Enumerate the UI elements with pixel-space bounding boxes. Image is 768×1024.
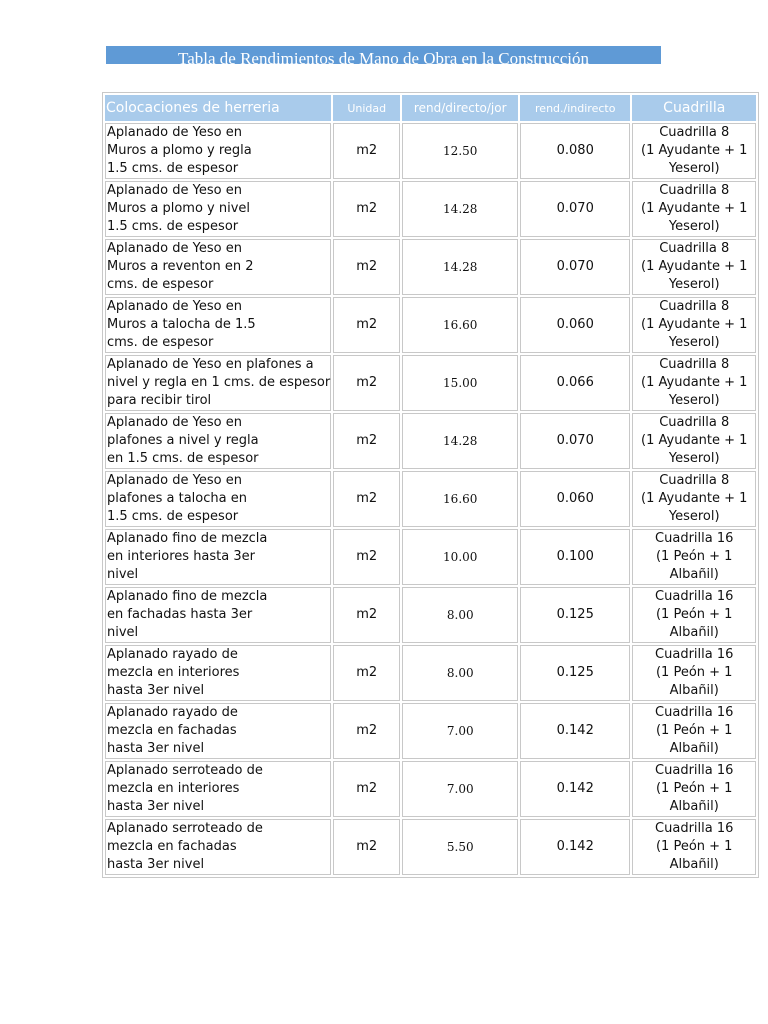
cell-unit: m2 <box>333 123 400 179</box>
cell-indirect-yield: 0.142 <box>520 703 630 759</box>
header-unit: Unidad <box>333 95 400 121</box>
crew-line: Yeserol) <box>668 277 720 292</box>
cell-indirect-yield: 0.125 <box>520 587 630 643</box>
description-line: 1.5 cms. de espesor <box>107 509 239 524</box>
crew-line: (1 Peón + 1 <box>655 665 733 680</box>
description-line: Aplanado de Yeso en <box>107 415 242 430</box>
cell-unit: m2 <box>333 645 400 701</box>
cell-description <box>105 355 331 411</box>
table-header-row <box>105 95 756 121</box>
crew-line: Yeserol) <box>668 451 720 466</box>
description-line: 1.5 cms. de espesor <box>107 219 239 234</box>
cell-description <box>105 645 331 701</box>
description-line: mezcla en interiores <box>107 781 240 796</box>
cell-indirect-yield: 0.070 <box>520 413 630 469</box>
description-line: Aplanado fino de mezcla <box>107 531 268 546</box>
cell-description <box>105 819 331 875</box>
cell-crew <box>632 471 756 527</box>
description-line: Aplanado serroteado de <box>107 763 263 778</box>
cell-unit: m2 <box>333 703 400 759</box>
description-line: Muros a plomo y nivel <box>107 201 251 216</box>
cell-indirect-yield: 0.142 <box>520 819 630 875</box>
description-line: Muros a plomo y regla <box>107 143 252 158</box>
description-line: Aplanado serroteado de <box>107 821 263 836</box>
cell-direct-yield: 7.00 <box>402 761 518 817</box>
cell-crew <box>632 181 756 237</box>
cell-unit: m2 <box>333 413 400 469</box>
crew-line: (1 Peón + 1 <box>655 839 733 854</box>
crew-line: (1 Ayudante + 1 <box>641 433 748 448</box>
description-line: Aplanado fino de mezcla <box>107 589 268 604</box>
crew-line: (1 Ayudante + 1 <box>641 491 748 506</box>
header-direct-yield: rend/directo/jor <box>402 95 518 121</box>
description-line: nivel <box>107 567 139 582</box>
crew-line: Albañil) <box>669 625 719 640</box>
description-line: en fachadas hasta 3er <box>107 607 253 622</box>
cell-crew <box>632 413 756 469</box>
crew-line: Cuadrilla 8 <box>659 299 730 314</box>
table-row <box>105 761 756 817</box>
crew-line: Albañil) <box>669 683 719 698</box>
table-row <box>105 645 756 701</box>
crew-line: (1 Peón + 1 <box>655 723 733 738</box>
description-line: Aplanado de Yeso en <box>107 299 242 314</box>
crew-line: Cuadrilla 8 <box>659 357 730 372</box>
description-line: Aplanado de Yeso en plafones a <box>107 357 314 372</box>
crew-line: Cuadrilla 8 <box>659 183 730 198</box>
cell-direct-yield: 16.60 <box>402 471 518 527</box>
description-line: mezcla en fachadas <box>107 839 237 854</box>
cell-direct-yield: 14.28 <box>402 413 518 469</box>
cell-description <box>105 123 331 179</box>
crew-line: (1 Peón + 1 <box>655 607 733 622</box>
cell-direct-yield: 8.00 <box>402 587 518 643</box>
cell-indirect-yield: 0.066 <box>520 355 630 411</box>
cell-indirect-yield: 0.125 <box>520 645 630 701</box>
cell-description <box>105 471 331 527</box>
cell-description <box>105 587 331 643</box>
crew-line: Cuadrilla 8 <box>659 473 730 488</box>
cell-indirect-yield: 0.070 <box>520 239 630 295</box>
crew-line: Cuadrilla 8 <box>659 125 730 140</box>
cell-direct-yield: 15.00 <box>402 355 518 411</box>
description-line: para recibir tirol <box>107 393 212 408</box>
cell-description <box>105 761 331 817</box>
table-row <box>105 703 756 759</box>
description-line: Muros a reventon en 2 <box>107 259 254 274</box>
crew-line: (1 Ayudante + 1 <box>641 143 748 158</box>
cell-unit: m2 <box>333 297 400 353</box>
description-line: mezcla en fachadas <box>107 723 237 738</box>
crew-line: Cuadrilla 8 <box>659 241 730 256</box>
table-row <box>105 819 756 875</box>
cell-unit: m2 <box>333 761 400 817</box>
cell-indirect-yield: 0.070 <box>520 181 630 237</box>
description-line: nivel <box>107 625 139 640</box>
cell-crew <box>632 703 756 759</box>
cell-crew <box>632 239 756 295</box>
cell-indirect-yield: 0.100 <box>520 529 630 585</box>
crew-line: Cuadrilla 16 <box>655 531 734 546</box>
cell-description <box>105 529 331 585</box>
cell-crew <box>632 645 756 701</box>
cell-indirect-yield: 0.080 <box>520 123 630 179</box>
crew-line: Cuadrilla 16 <box>655 763 734 778</box>
crew-line: Cuadrilla 16 <box>655 821 734 836</box>
cell-crew <box>632 587 756 643</box>
crew-line: (1 Ayudante + 1 <box>641 375 748 390</box>
crew-line: Yeserol) <box>668 219 720 234</box>
cell-direct-yield: 8.00 <box>402 645 518 701</box>
cell-indirect-yield: 0.142 <box>520 761 630 817</box>
table-row <box>105 471 756 527</box>
cell-description <box>105 297 331 353</box>
cell-crew <box>632 297 756 353</box>
crew-line: Yeserol) <box>668 335 720 350</box>
table-row <box>105 587 756 643</box>
description-line: Aplanado de Yeso en <box>107 473 242 488</box>
table-row <box>105 181 756 237</box>
cell-description <box>105 413 331 469</box>
crew-line: Cuadrilla 8 <box>659 415 730 430</box>
crew-line: Cuadrilla 16 <box>655 705 734 720</box>
cell-description <box>105 239 331 295</box>
description-line: Aplanado de Yeso en <box>107 183 242 198</box>
description-line: en interiores hasta 3er <box>107 549 255 564</box>
description-line: hasta 3er nivel <box>107 799 205 814</box>
cell-direct-yield: 5.50 <box>402 819 518 875</box>
header-indirect-yield: rend./indirecto <box>520 95 630 121</box>
cell-crew <box>632 819 756 875</box>
cell-direct-yield: 7.00 <box>402 703 518 759</box>
cell-crew <box>632 355 756 411</box>
cell-direct-yield: 10.00 <box>402 529 518 585</box>
description-line: Aplanado rayado de <box>107 647 238 662</box>
cell-unit: m2 <box>333 181 400 237</box>
table-row <box>105 123 756 179</box>
cell-direct-yield: 12.50 <box>402 123 518 179</box>
description-line: cms. de espesor <box>107 335 214 350</box>
crew-line: (1 Ayudante + 1 <box>641 317 748 332</box>
description-line: plafones a nivel y regla <box>107 433 259 448</box>
cell-unit: m2 <box>333 587 400 643</box>
cell-indirect-yield: 0.060 <box>520 297 630 353</box>
crew-line: (1 Ayudante + 1 <box>641 259 748 274</box>
crew-line: Yeserol) <box>668 509 720 524</box>
crew-line: Albañil) <box>669 857 719 872</box>
cell-unit: m2 <box>333 471 400 527</box>
description-line: Muros a talocha de 1.5 <box>107 317 256 332</box>
description-line: plafones a talocha en <box>107 491 247 506</box>
table-row <box>105 413 756 469</box>
description-line: hasta 3er nivel <box>107 741 205 756</box>
cell-indirect-yield: 0.060 <box>520 471 630 527</box>
cell-description <box>105 181 331 237</box>
document-title: Tabla de Rendimientos de Mano de Obra en la Construcción <box>106 46 661 64</box>
cell-crew <box>632 529 756 585</box>
cell-unit: m2 <box>333 529 400 585</box>
cell-description <box>105 703 331 759</box>
cell-direct-yield: 14.28 <box>402 239 518 295</box>
description-line: 1.5 cms. de espesor <box>107 161 239 176</box>
header-description: Colocaciones de herreria <box>105 95 331 121</box>
crew-line: Yeserol) <box>668 393 720 408</box>
cell-direct-yield: 14.28 <box>402 181 518 237</box>
description-line: Aplanado de Yeso en <box>107 125 242 140</box>
table-row <box>105 355 756 411</box>
cell-unit: m2 <box>333 355 400 411</box>
cell-unit: m2 <box>333 239 400 295</box>
crew-line: Albañil) <box>669 567 719 582</box>
crew-line: Cuadrilla 16 <box>655 589 734 604</box>
crew-line: (1 Peón + 1 <box>655 549 733 564</box>
crew-line: Cuadrilla 16 <box>655 647 734 662</box>
description-line: nivel y regla en 1 cms. de espesor <box>107 375 331 390</box>
description-line: hasta 3er nivel <box>107 857 205 872</box>
cell-crew <box>632 761 756 817</box>
cell-unit: m2 <box>333 819 400 875</box>
cell-direct-yield: 16.60 <box>402 297 518 353</box>
table-row <box>105 239 756 295</box>
table-row <box>105 297 756 353</box>
crew-line: Albañil) <box>669 799 719 814</box>
description-line: mezcla en interiores <box>107 665 240 680</box>
table-row <box>105 529 756 585</box>
description-line: Aplanado rayado de <box>107 705 238 720</box>
performance-table <box>102 92 759 878</box>
crew-line: Albañil) <box>669 741 719 756</box>
crew-line: (1 Peón + 1 <box>655 781 733 796</box>
crew-line: Yeserol) <box>668 161 720 176</box>
description-line: Aplanado de Yeso en <box>107 241 242 256</box>
crew-line: (1 Ayudante + 1 <box>641 201 748 216</box>
header-crew: Cuadrilla <box>632 95 756 121</box>
cell-crew <box>632 123 756 179</box>
description-line: cms. de espesor <box>107 277 214 292</box>
description-line: en 1.5 cms. de espesor <box>107 451 259 466</box>
description-line: hasta 3er nivel <box>107 683 205 698</box>
